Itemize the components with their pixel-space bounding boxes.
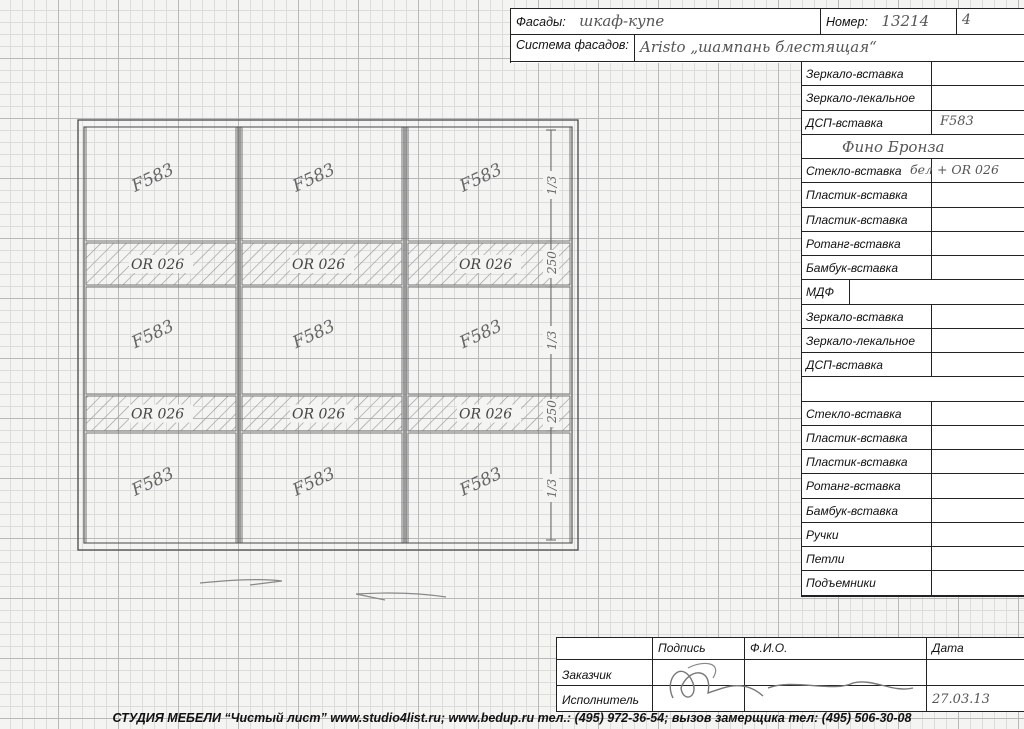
number-label: Номер:	[826, 15, 868, 29]
dimension-label: 1/3	[545, 330, 559, 350]
sig-empty-cell	[557, 638, 653, 660]
spec-row-label: Зеркало-лекальное	[806, 91, 916, 106]
spec-row-value: бел + OR 026	[910, 162, 999, 177]
spec-row-label: Пластик-вставка	[806, 455, 908, 469]
rail-sketch	[200, 580, 282, 585]
spec-row-value: F583	[940, 113, 974, 129]
footer-contacts: СТУДИЯ МЕБЕЛИ “Чистый лист” www.studio4list.ru; www.bedup.ru тел.: (495) 972-36-54; вызов замерщика тел: (495) 506-30-08	[112, 711, 912, 725]
spec-row-label: Петли	[806, 552, 845, 566]
executor-label: Исполнитель	[557, 686, 653, 712]
panel-code-label: F583	[128, 463, 178, 501]
handwritten-signature	[653, 648, 933, 712]
panel-code-label: F583	[289, 159, 339, 197]
glass-code-label: OR 026	[131, 257, 185, 273]
spec-row-label: Пластик-вставка	[806, 212, 908, 227]
executor-date-cell	[927, 686, 1024, 712]
spec-row-label: Зеркало-лекальное	[806, 333, 916, 348]
date-header: Дата	[927, 638, 1024, 660]
customer-label: Заказчик	[557, 660, 653, 686]
spec-row-label: Пластик-вставка	[806, 430, 908, 445]
glass-code-label: OR 026	[131, 406, 185, 423]
dimension-label: 1/3	[545, 175, 559, 195]
glass-code-label: OR 026	[459, 406, 513, 423]
spec-row-label: Зеркало-вставка	[806, 309, 904, 324]
customer-date-cell	[927, 660, 1024, 686]
panel-code-label: F583	[289, 463, 339, 501]
spec-row-label: Стекло-вставка	[806, 406, 902, 421]
spec-row-label: ДСП-вставка	[806, 115, 883, 130]
dimension-label: 250	[545, 251, 559, 274]
glass-code-label: OR 026	[292, 406, 346, 423]
spec-row-label: Бамбук-вставка	[806, 503, 898, 518]
spec-row-label: Бамбук-вставка	[806, 261, 898, 275]
spec-row-label: Ротанг-вставка	[806, 479, 901, 494]
sign-header: Подпись	[653, 638, 745, 660]
spec-row-label: Ручки	[806, 527, 839, 542]
panel-code-label: F583	[456, 316, 506, 354]
dimension-label: 1/3	[545, 478, 559, 498]
system-label: Система фасадов:	[516, 38, 629, 52]
glass-code-label: OR 026	[292, 257, 346, 273]
name-header: Ф.И.О.	[745, 638, 927, 660]
spec-row-label: Зеркало-вставка	[806, 67, 904, 81]
number-value: 13214	[881, 12, 930, 30]
spec-row-label: МДФ	[806, 285, 834, 300]
panel-code-label: F583	[128, 159, 178, 197]
panel-code-label: F583	[128, 316, 178, 354]
panel-code-label: F583	[289, 316, 339, 354]
signature-table	[556, 637, 1024, 712]
facades-value: шкаф-купе	[579, 12, 665, 30]
facades-label: Фасады:	[516, 15, 566, 29]
rail-sketch	[356, 593, 446, 600]
spec-row-label: ДСП-вставка	[806, 358, 883, 372]
sheet-value: 4	[962, 12, 971, 28]
spec-row-value: Фино Бронза	[842, 137, 945, 156]
system-value: Aristo „шампань блестящая“	[640, 38, 877, 56]
spec-row-label: Ротанг-вставка	[806, 236, 901, 251]
panel-code-label: F583	[456, 159, 506, 197]
panel-code-label: F583	[456, 463, 506, 501]
dimension-label: 250	[545, 400, 559, 423]
spec-row-label: Стекло-вставка	[806, 164, 902, 178]
executor-date: 27.03.13	[932, 692, 990, 707]
spec-row-label: Пластик-вставка	[806, 188, 908, 203]
glass-code-label: OR 026	[459, 257, 513, 273]
spec-row-label: Подъемники	[806, 576, 876, 591]
